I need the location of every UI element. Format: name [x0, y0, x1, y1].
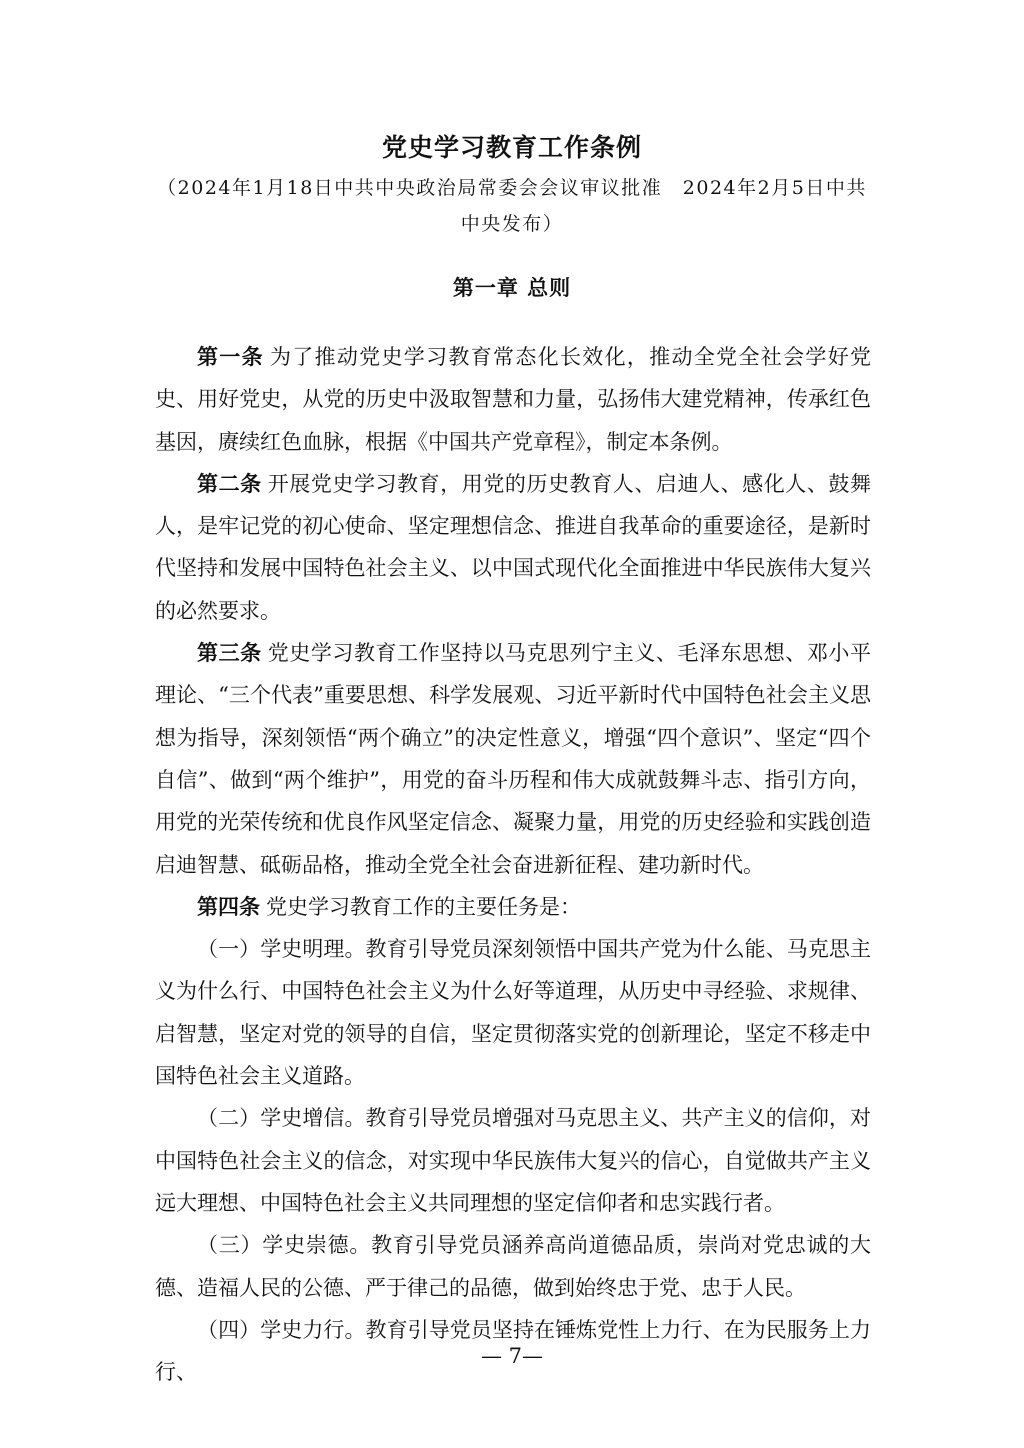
article-1 [155, 336, 871, 463]
list-item: （二）学史增信。教育引导党员增强对马克思主义、共产主义的信仰，对中国特色社会主义的信念，对实现中华民族伟大复兴的信心，自觉做共产主义远大理想、中国特色社会主义共同理想的坚定信仰者和忠实践行者。 [155, 1106, 871, 1215]
article-3 [155, 632, 871, 886]
chapter-heading: 第一章 总则 [452, 275, 572, 300]
article-label: 第四条 [197, 893, 260, 919]
article-4 [155, 886, 871, 928]
list-item: （四）学史力行。教育引导党员坚持在锤炼党性上力行、在为民服务上力行、 [155, 1317, 871, 1385]
article-text: 为了推动党史学习教育常态化长效化，推动全党全社会学好党史、用好党史，从党的历史中汲取智慧和力量，弘扬伟大建党精神，传承红色基因，赓续红色血脉，根据《中国共产党章程》，制定本条例。 [155, 345, 872, 454]
document-body [155, 336, 871, 1393]
document-subtitle: （2024年1月18日中共中央政治局常委会会议审议批准 2024年2月5日中共中央发布） [157, 177, 867, 235]
document-title: 党史学习教育工作条例 [381, 133, 642, 162]
article-text: 开展党史学习教育，用党的历史教育人、启迪人、感化人、鼓舞人，是牢记党的初心使命、坚定理想信念、推进自我革命的重要途径，是新时代坚持和发展中国特色社会主义、以中国式现代化全面推进中华民族伟大复兴的必然要求。 [155, 471, 872, 623]
article-label: 第三条 [197, 640, 262, 666]
article-label: 第二条 [197, 470, 262, 496]
page-number: — 7— [480, 1344, 544, 1368]
list-item: （三）学史崇德。教育引导党员涵养高尚道德品质，崇尚对党忠诚的大德、造福人民的公德、严于律己的品德，做到始终忠于党、忠于人民。 [155, 1233, 871, 1300]
article-text: 党史学习教育工作坚持以马克思列宁主义、毛泽东思想、邓小平理论、“三个代表”重要思想、科学发展观、习近平新时代中国特色社会主义思想为指导，深刻领悟“两个确立”的决定性意义，增强“四个意识”、坚定“四个自信”、做到“两个维护”，用党的奋斗历程和伟大成就鼓舞斗志、指引方向，用党的光荣传统和优良作风坚定信念、凝聚力量，用党的历史经验和实践创造启迪智慧、砥砺品格，推动全党全社会奋进新征程、建功新时代。 [155, 641, 872, 877]
list-item: （一）学史明理。教育引导党员深刻领悟中国共产党为什么能、马克思主义为什么行、中国特色社会主义为什么好等道理，从历史中寻经验、求规律、启智慧，坚定对党的领导的自信，坚定贯彻落实党的创新理论，坚定不移走中国特色社会主义道路。 [155, 937, 871, 1089]
article-label: 第一条 [197, 344, 264, 369]
article-2 [155, 463, 871, 632]
article-text: 党史学习教育工作的主要任务是： [266, 894, 581, 919]
